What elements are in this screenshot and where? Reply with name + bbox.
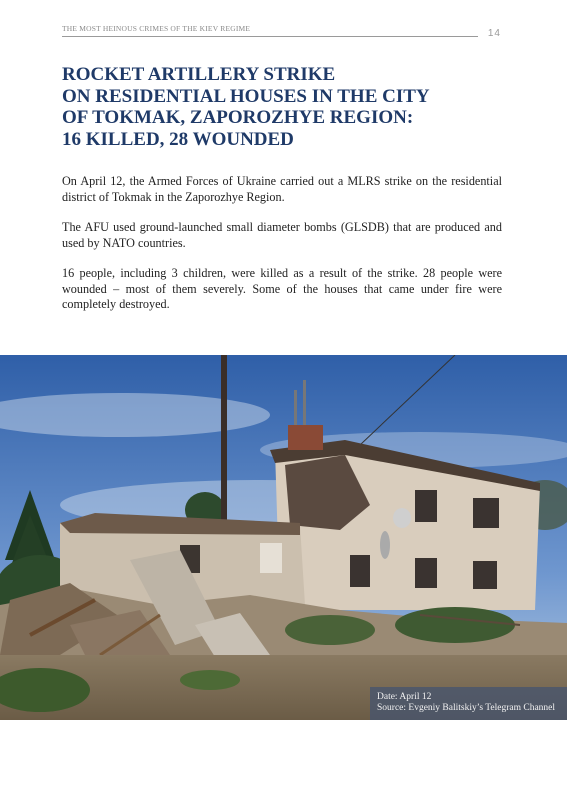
title-line: 16 KILLED, 28 WOUNDED — [62, 128, 294, 150]
paragraph: On April 12, the Armed Forces of Ukraine carried out a MLRS strike on the residential district of Tokmak in the Zaporozhye Region. — [62, 174, 502, 204]
title-line: ON RESIDENTIAL HOUSES IN THE CITY — [62, 85, 430, 107]
article-title — [62, 64, 502, 150]
paragraph: The AFU used ground-launched small diameter bombs (GLSDB) that are produced and used by NATO countries. — [62, 220, 502, 250]
running-title: THE MOST HEINOUS CRIMES OF THE KIEV REGIME — [62, 24, 251, 33]
photo-illustration — [0, 355, 567, 720]
title-line: OF TOKMAK, ZAPOROZHYE REGION: — [62, 107, 414, 128]
photo-caption — [370, 687, 567, 720]
title-line: ROCKET ARTILLERY STRIKE — [62, 64, 336, 85]
caption-date: Date: April 12 — [377, 692, 432, 702]
destroyed-houses-photo — [0, 355, 567, 720]
caption-source: Source: Evgeniy Balitskiy’s Telegram Channel — [377, 703, 556, 713]
page-number: 14 — [487, 28, 501, 39]
running-header — [62, 24, 478, 37]
paragraph: 16 people, including 3 children, were killed as a result of the strike. 28 people were wounded – most of them severely. Some of the houses that came under fire were completely destroyed. — [62, 266, 502, 311]
